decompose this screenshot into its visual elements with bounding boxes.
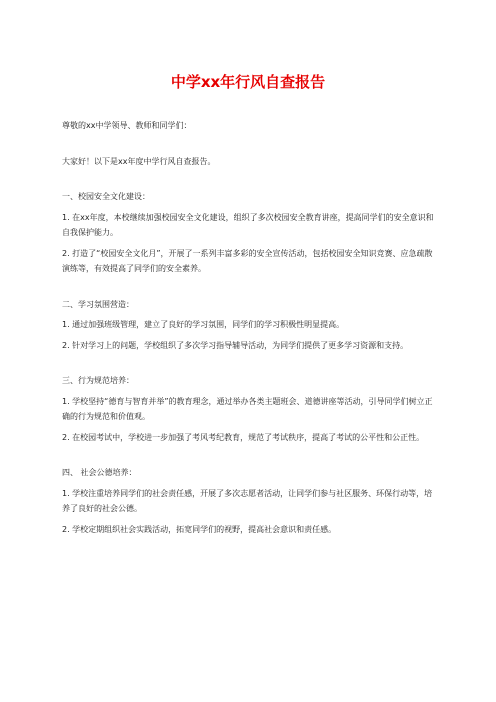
document-body [62,118,436,542]
section-heading-1: 一、校园安全文化建设： [62,192,150,201]
section-heading-3: 三、行为规范培养： [62,376,134,385]
section-2-item-1: 1. 通过加强班级管理，建立了良好的学习氛围，同学们的学习积极性明显提高。 [62,320,345,329]
document-title: 中学xx年行风自查报告 [170,73,326,91]
section-1-item-2: 2. 打造了“校园安全文化月”，开展了一系列丰富多彩的安全宣传活动，包括校园安全知识竞赛、应急疏散演练等，有效提高了同学们的安全素养。 [62,248,433,273]
section-1-item-1: 1. 在xx年度，本校继续加强校园安全文化建设，组织了多次校园安全教育讲座，提高同学们的安全意识和自我保护能力。 [62,212,434,237]
salutation: 尊敬的xx中学领导、教师和同学们： [62,121,192,130]
section-3-item-2: 2. 在校园考试中，学校进一步加强了考风考纪教育，规范了考试秩序，提高了考试的公平性和公正性。 [62,432,425,442]
section-heading-2: 二、学习氛围营造： [62,299,134,309]
section-2-item-2: 2. 针对学习上的问题，学校组织了多次学习指导辅导活动，为同学们提供了更多学习资源和支持。 [62,340,409,350]
section-3-item-1: 1. 学校坚持“德育与智育并举”的教育理念，通过举办各类主题班会、道德讲座等活动，引导同学们树立正确的行为规范和价值观。 [62,396,433,421]
intro-paragraph: 大家好！以下是xx年度中学行风自查报告。 [62,156,216,166]
section-4-item-2: 2. 学校定期组织社会实践活动，拓宽同学们的视野，提高社会意识和责任感。 [62,524,337,534]
section-heading-4: 四、 社会公德培养： [62,468,137,477]
section-4-item-1: 1. 学校注重培养同学们的社会责任感，开展了多次志愿者活动，让同学们参与社区服务、环保行动等，培养了良好的社会公德。 [62,488,433,513]
